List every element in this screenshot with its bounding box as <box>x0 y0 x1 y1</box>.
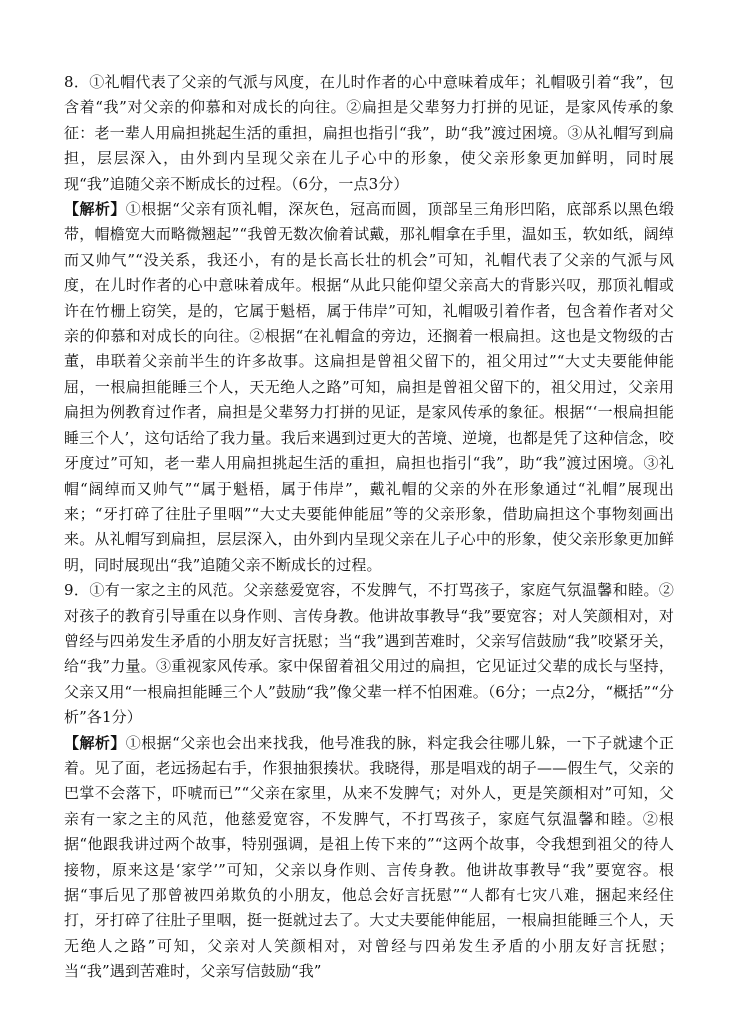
q9-answer: 9．①有一家之主的风范。父亲慈爱宽容，不发脾气，不打骂孩子，家庭气氛温馨和睦。②对孩子的教育引导重在以身作则、言传身教。他讲故事教导“我”要宽容；对人笑颜相对，对曾经与四弟发生矛盾的小朋友好言抚慰；当“我”遇到苦难时，父亲写信鼓励“我”咬紧牙关，给“我”力量。③重视家风传承。家中保留着祖父用过的扁担，它见证过父辈的成长与坚持，父亲又用“一根扁担能睡三个人”鼓励“我”像父辈一样不怕困难。（6分；一点2分，“概括”“分析”各1分） <box>64 581 674 727</box>
answer-page <box>64 70 674 985</box>
q8-analysis-tag: 【解析】 <box>64 200 126 219</box>
q8-analysis-text: ①根据“父亲有顶礼帽，深灰色，冠高而圆，顶部呈三角形凹陷，底部系以黑色缎带，帽檐宽大而略微翘起”“我曾无数次偷着试戴，那礼帽拿在手里，温如玉，软如纸，阔绰而又帅气”“没关系，我还小，有的是长高长壮的机会”可知，礼帽代表了父亲的气派与风度，在儿时作者的心中意味着成年。根据“从此只能仰望父亲高大的背影兴叹，那顶礼帽或许在竹栅上窃笑，是的，它属于魁梧，属于伟岸”可知，礼帽吸引着作者，包含着作者对父亲的仰慕和对成长的向往。②根据“在礼帽盒的旁边，还搁着一根扁担。这也是文物级的古董，串联着父亲前半生的许多故事。这扁担是曾祖父留下的，祖父用过”“大丈夫要能伸能屈，一根扁担能睡三个人，天无绝人之路”可知，扁担是曾祖父留下的，祖父用过，父亲用扁担为例教育过作者，扁担是父辈努力打拼的见证，是家风传承的象征。根据“‘一根扁担能睡三个人’，这句话给了我力量。我后来遇到过更大的苦境、逆境，也都是凭了这种信念，咬牙度过”可知，老一辈人用扁担挑起生活的重担，扁担也指引“我”，助“我”渡过困境。③礼帽“阔绰而又帅气”“属于魁梧，属于伟岸”，戴礼帽的父亲的外在形象通过“礼帽”展现出来；“牙打碎了往肚子里咽”“大丈夫要能伸能屈”等的父亲形象，借助扁担这个事物刻画出来。从礼帽写到扁担，层层深入，由外到内呈现父亲在儿子心中的形象，使父亲形象更加鲜明，同时展现出“我”追随父亲不断成长的过程。 <box>64 200 675 574</box>
q8-answer: 8．①礼帽代表了父亲的气派与风度，在儿时作者的心中意味着成年；礼帽吸引着“我”，包含着“我”对父亲的仰慕和对成长的向往。②扁担是父辈努力打拼的见证，是家风传承的象征：老一辈人用扁担挑起生活的重担，扁担也指引“我”，助“我”渡过困境。③从礼帽写到扁担，层层深入，由外到内呈现父亲在儿子心中的形象，使父亲形象更加鲜明，同时展现“我”追随父亲不断成长的过程。（6分，一点3分） <box>64 73 674 193</box>
q9-analysis-text: ①根据“父亲也会出来找我，他号准我的脉，料定我会往哪儿躲，一下子就逮个正着。见了面，老远扬起右手，作狠抽狠揍状。我晓得，那是唱戏的胡子——假生气，父亲的巴掌不会落下，吓唬而已”“父亲在家里，从来不发脾气；对外人，更是笑颜相对”可知，父亲有一家之主的风范，他慈爱宽容，不发脾气，不打骂孩子，家庭气氛温馨和睦。②根据“他跟我讲过两个故事，特别强调，是祖上传下来的”“这两个故事，令我想到祖父的待人接物，原来这是‘家学’”可知，父亲以身作则、言传身教。他讲故事教导“我”要宽容。根据“事后见了那曾被四弟欺负的小朋友，他总会好言抚慰”“人都有七灾八难，捆起来经住打，牙打碎了往肚子里咽，挺一挺就过去了。大丈夫要能伸能屈，一根扁担能睡三个人，天无绝人之路”可知，父亲对人笑颜相对，对曾经与四弟发生矛盾的小朋友好言抚慰；当“我”遇到苦难时，父亲写信鼓励“我” <box>64 733 675 981</box>
q9-analysis-tag: 【解析】 <box>64 733 126 752</box>
q8-analysis <box>64 197 674 578</box>
q9-analysis <box>64 731 674 985</box>
